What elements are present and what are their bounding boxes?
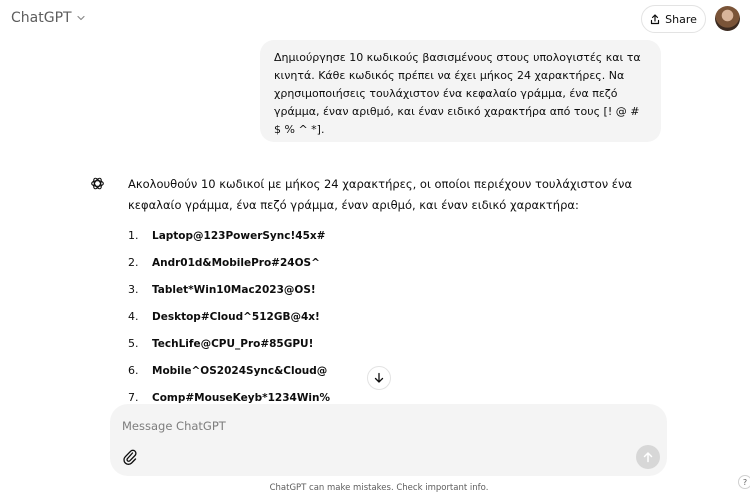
scroll-down-button[interactable] — [367, 366, 391, 390]
password-text: Tablet*Win10Mac2023@OS! — [152, 283, 316, 296]
item-number: 6. — [128, 364, 139, 377]
top-bar — [0, 0, 750, 40]
model-selector[interactable] — [11, 10, 86, 26]
item-number: 1. — [128, 229, 139, 242]
list-item — [128, 249, 330, 276]
password-text: TechLife@CPU_Pro#85GPU! — [152, 337, 314, 350]
openai-logo-icon — [90, 176, 105, 191]
list-item — [128, 303, 330, 330]
list-item — [128, 330, 330, 357]
password-text: Comp#MouseKeyb*1234Win% — [152, 391, 331, 404]
disclaimer-text: ChatGPT can make mistakes. Check important info. — [269, 483, 489, 493]
send-button[interactable] — [636, 445, 660, 469]
item-number: 3. — [128, 283, 139, 296]
share-icon — [650, 14, 660, 25]
password-text: Mobile^OS2024Sync&Cloud@ — [152, 364, 328, 377]
avatar[interactable] — [715, 6, 740, 31]
assistant-intro: Ακολουθούν 10 κωδικοί με μήκος 24 χαρακτήρες, οι οποίοι περιέχουν τουλάχιστον ένα κεφαλαίο γράμμα, ένα πεζό γράμμα, έναν αριθμό, και έναν ειδικό χαρακτήρα: — [128, 177, 633, 212]
list-item — [128, 357, 330, 384]
item-number: 5. — [128, 337, 139, 350]
model-name: ChatGPT — [11, 10, 72, 26]
chevron-down-icon — [76, 13, 86, 23]
share-label: Share — [665, 12, 697, 26]
arrow-up-icon — [642, 451, 654, 463]
list-item — [128, 222, 330, 249]
user-message: Δημιούργησε 10 κωδικούς βασισμένους στους υπολογιστές και τα κινητά. Κάθε κωδικός πρέπει να έχει μήκος 24 χαρακτήρες. Να χρησιμοποιήσεις τουλάχιστον ένα κεφαλαίο γράμμα, ένα πεζό γράμμα, έναν αριθμό, και έναν ειδικό χαρακτήρα από τους [! @ # $ % ^ *]. — [260, 40, 661, 142]
password-text: Laptop@123PowerSync!45x# — [152, 229, 326, 242]
password-text: Desktop#Cloud^512GB@4x! — [152, 310, 320, 323]
list-item — [128, 276, 330, 303]
password-text: Andr01d&MobilePro#24OS^ — [152, 256, 320, 269]
arrow-down-icon — [373, 372, 385, 384]
paperclip-icon[interactable] — [122, 448, 138, 466]
share-button[interactable] — [641, 5, 706, 33]
item-number: 7. — [128, 391, 139, 404]
help-button[interactable]: ? — [738, 475, 750, 489]
composer — [110, 404, 667, 476]
message-input[interactable] — [122, 416, 622, 436]
password-list — [128, 222, 330, 411]
item-number: 2. — [128, 256, 139, 269]
item-number: 4. — [128, 310, 139, 323]
